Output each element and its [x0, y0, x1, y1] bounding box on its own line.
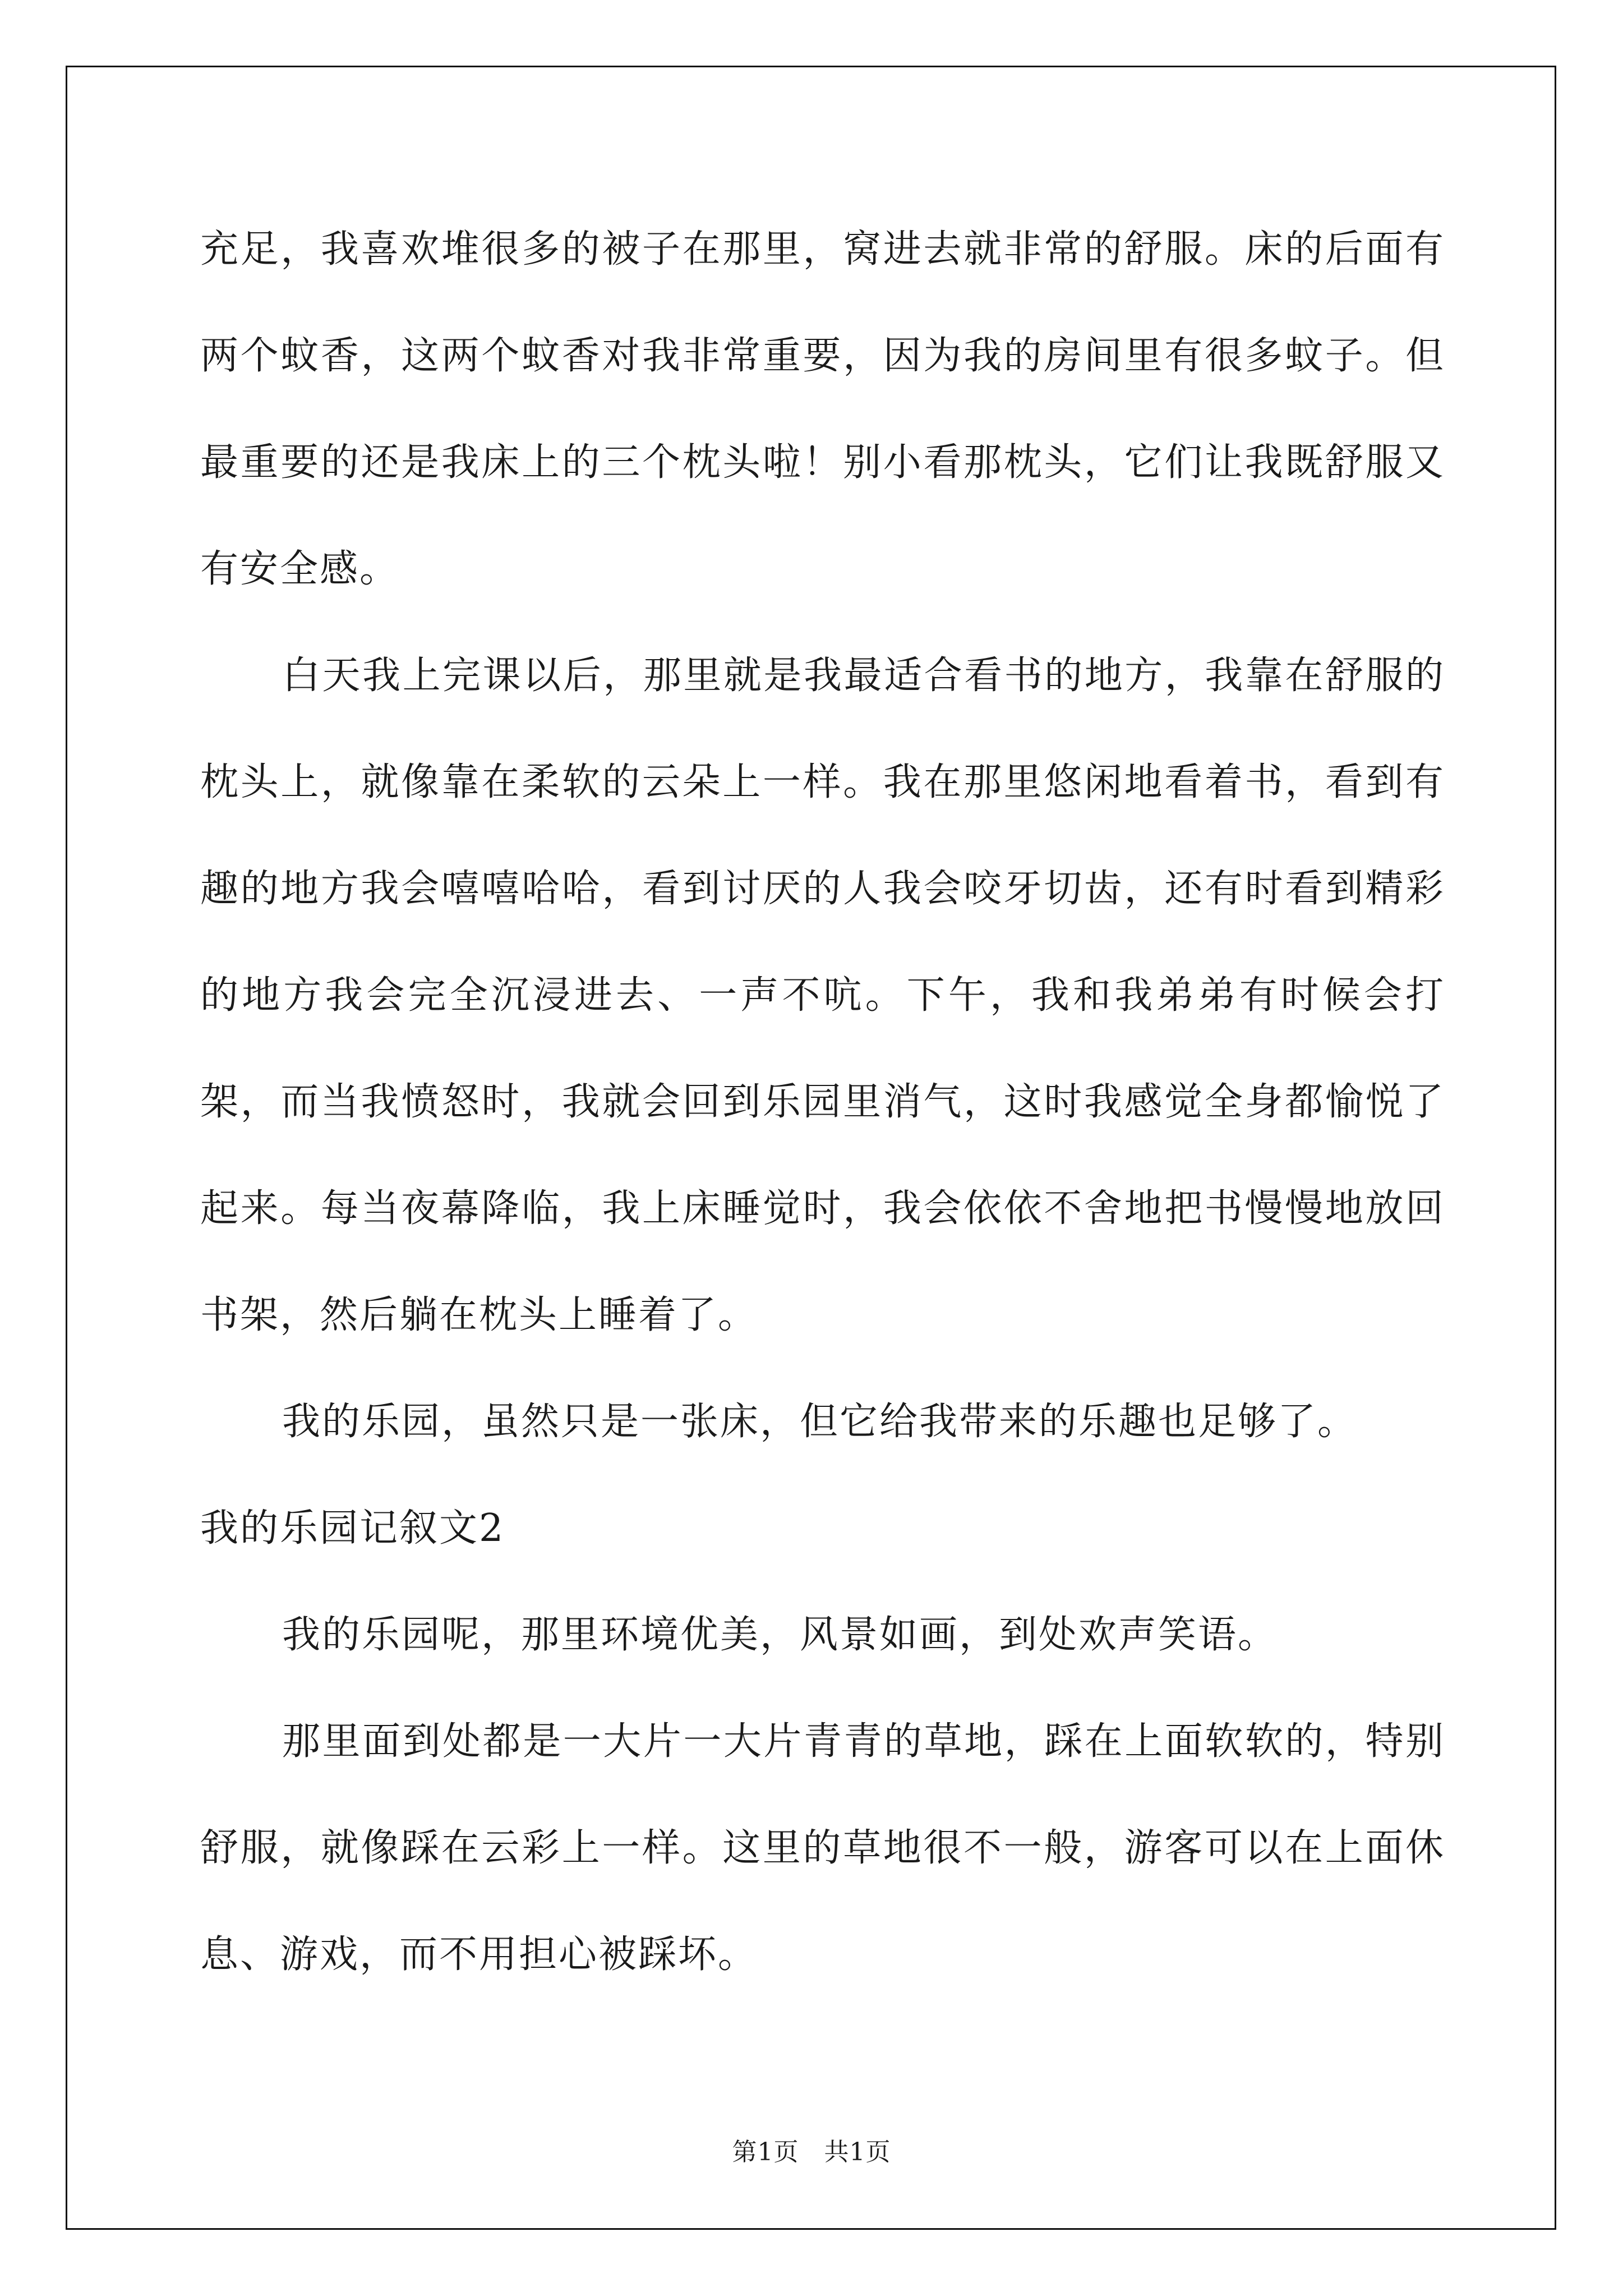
paragraph-4: 我的乐园呢，那里环境优美，风景如画，到处欢声笑语。 [282, 1613, 1278, 1657]
page-footer: 第1页 共1页 [732, 2138, 891, 2166]
paragraph-3: 我的乐园，虽然只是一张床，但它给我带来的乐趣也足够了。 [282, 1400, 1358, 1444]
paragraph-2: 白天我上完课以后，那里就是我最适合看书的地方，我靠在舒服的枕头上，就像靠在柔软的云朵上一样。我在那里悠闲地看着书，看到有趣的地方我会嘻嘻哈哈，看到讨厌的人我会咬牙切齿，还有时看到精彩的地方我会完全沉浸进去、一声不吭。下午，我和我弟弟有时候会打架，而当我愤怒时，我就会回到乐园里消气，这时我感觉全身都愉悦了起来。每当夜幕降临，我上床睡觉时，我会依依不舍地把书慢慢地放回书架，然后躺在枕头上睡着了。 [200, 654, 1445, 1337]
paragraph-5: 那里面到处都是一大片一大片青青的草地，踩在上面软软的，特别舒服，就像踩在云彩上一样。这里的草地很不一般，游客可以在上面休息、游戏，而不用担心被踩坏。 [200, 1719, 1445, 1977]
section-heading: 我的乐园记叙文2 [200, 1506, 505, 1550]
document-body [200, 196, 1445, 2008]
paragraph-1: 充足，我喜欢堆很多的被子在那里，窝进去就非常的舒服。床的后面有两个蚊香，这两个蚊香对我非常重要，因为我的房间里有很多蚊子。但最重要的还是我床上的三个枕头啦！别小看那枕头，它们让我既舒服又有安全感。 [200, 227, 1445, 591]
